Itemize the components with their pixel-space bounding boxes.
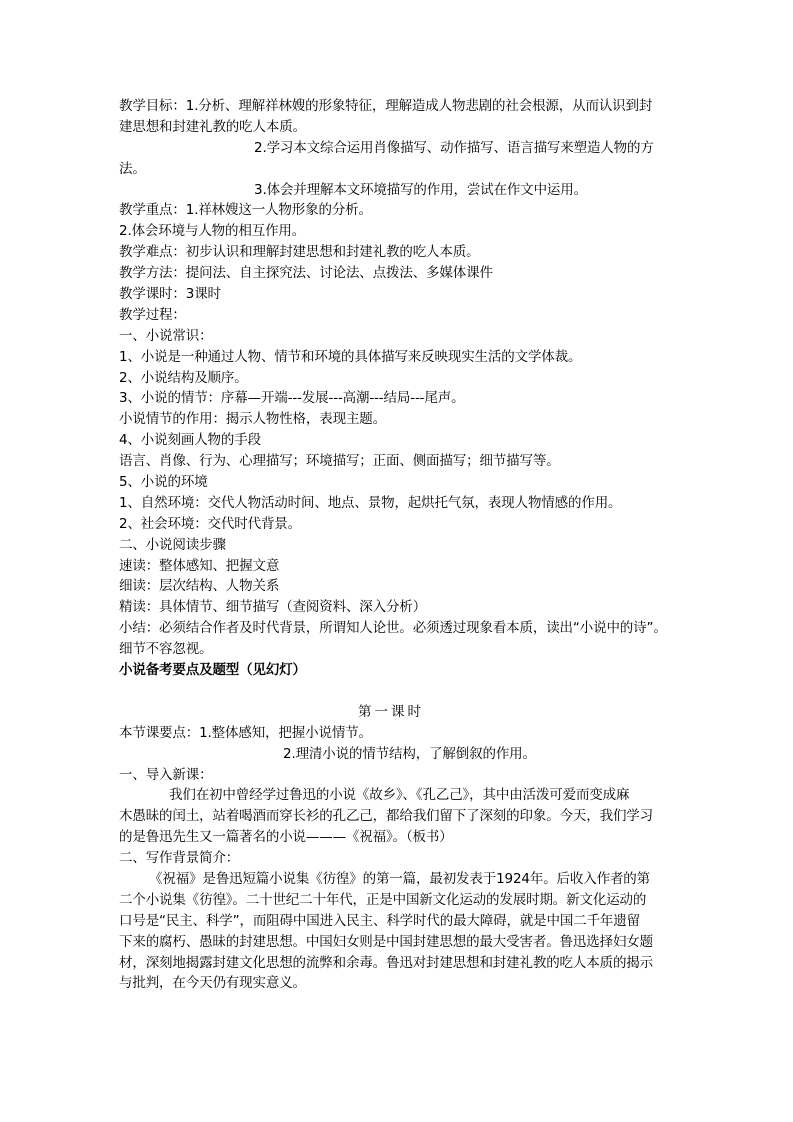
teaching-goals-line-1: 教学目标：1.分析、理解祥林嫂的形象特征，理解造成人物悲剧的社会根源，从而认识到封 [119, 98, 653, 114]
introduction-para-line-3: 的是鲁迅先生又一篇著名的小说———《祝福》。（板书） [119, 829, 453, 846]
background-para-line-1: 《祝福》是鲁迅短篇小说集《彷徨》的第一篇，最初发表于1924年。后收入作者的第 [149, 870, 651, 887]
document-body [119, 96, 679, 994]
background-para-line-5: 材，深刻地揭露封建文化思想的流弊和余毒。鲁迅对封建思想和封建礼教的吃人本质的揭示 [119, 954, 653, 971]
summary-line-1: 小结：必须结合作者及时代背景，所谓知人论世。必须透过现象看本质，读出“小说中的诗”。 [119, 620, 667, 637]
novel-definition: 1、小说是一种通过人物、情节和环境的具体描写来反映现实生活的文学体裁。 [119, 348, 582, 365]
section-introduction: 一、导入新课： [119, 766, 213, 783]
background-para-line-6: 与批判，在今天仍有现实意义。 [119, 975, 306, 992]
novel-character-means: 4、小说刻画人物的手段 [119, 432, 261, 449]
introduction-para-line-1: 我们在初中曾经学过鲁迅的小说《故乡》、《孔乙己》，其中由活泼可爱而变成麻 [169, 787, 630, 804]
intensive-reading: 精读：具体情节、细节描写（查阅资料、深入分析） [119, 599, 427, 616]
lesson-key-points-2: 2.理清小说的情节结构，了解倒叙的作用。 [283, 745, 536, 762]
novel-plot: 3、小说的情节：序幕—开端---发展---高潮---结局---尾声。 [119, 390, 465, 407]
detailed-reading: 细读：层次结构、人物关系 [119, 578, 280, 595]
blank-line [119, 681, 679, 702]
teaching-key-points-2: 2.体会环境与人物的相互作用。 [119, 223, 306, 240]
background-para-line-4: 下来的腐朽、愚昧的封建思想。中国妇女则是中国封建思想的最大受害者。鲁迅选择妇女题 [119, 933, 653, 950]
teaching-goals-item-3: 3.体会并理解本文环境描写的作用，尝试在作文中运用。 [254, 181, 587, 198]
teaching-hours: 教学课时：3课时 [119, 286, 221, 303]
social-environment: 2、社会环境：交代时代背景。 [119, 515, 301, 532]
section-reading-steps: 二、小说阅读步骤 [119, 536, 226, 553]
lesson-key-points: 本节课要点：1.整体感知，把握小说情节。 [119, 724, 372, 741]
background-para-line-3: 口号是“民主、科学”，而阻碍中国进入民主、科学时代的最大障碍，就是中国二千年遗留 [119, 912, 640, 929]
exam-points-heading: 小说备考要点及题型（见幻灯） [119, 662, 306, 679]
teaching-goals-item-2: 2.学习本文综合运用肖像描写、动作描写、语言描写来塑造人物的方 [254, 139, 654, 156]
introduction-para-line-2: 木愚昧的闰土，站着喝酒而穿长衫的孔乙己，都给我们留下了深刻的印象。今天，我们学习 [119, 808, 653, 825]
teaching-goals-line-2: 建思想和封建礼教的吃人本质。 [119, 118, 306, 135]
teaching-process: 教学过程： [119, 306, 186, 323]
teaching-key-points: 教学重点：1.祥林嫂这一人物形象的分析。 [119, 202, 372, 219]
section-novel-knowledge: 一、小说常识： [119, 327, 213, 344]
novel-structure: 2、小说结构及顺序。 [119, 369, 248, 386]
novel-environment: 5、小说的环境 [119, 474, 208, 491]
skim-reading: 速读：整体感知、把握文意 [119, 557, 280, 574]
teaching-goals-item-2-cont: 法。 [119, 160, 146, 177]
novel-plot-function: 小说情节的作用：揭示人物性格，表现主题。 [119, 411, 386, 428]
teaching-difficulty: 教学难点：初步认识和理解封建思想和封建礼教的吃人本质。 [119, 244, 480, 261]
novel-character-means-detail: 语言、肖像、行为、心理描写；环境描写；正面、侧面描写；细节描写等。 [119, 453, 560, 470]
summary-line-2: 细节不容忽视。 [119, 641, 213, 658]
lesson-title: 第一课时 [358, 703, 424, 720]
teaching-methods: 教学方法：提问法、自主探究法、讨论法、点拨法、多媒体课件 [119, 265, 493, 282]
background-para-line-2: 二个小说集《彷徨》。二十世纪二十年代，正是中国新文化运动的发展时期。新文化运动的 [119, 891, 647, 908]
section-background: 二、写作背景简介： [119, 850, 240, 867]
natural-environment: 1、自然环境：交代人物活动时间、地点、景物，起烘托气氛，表现人物情感的作用。 [119, 494, 622, 511]
